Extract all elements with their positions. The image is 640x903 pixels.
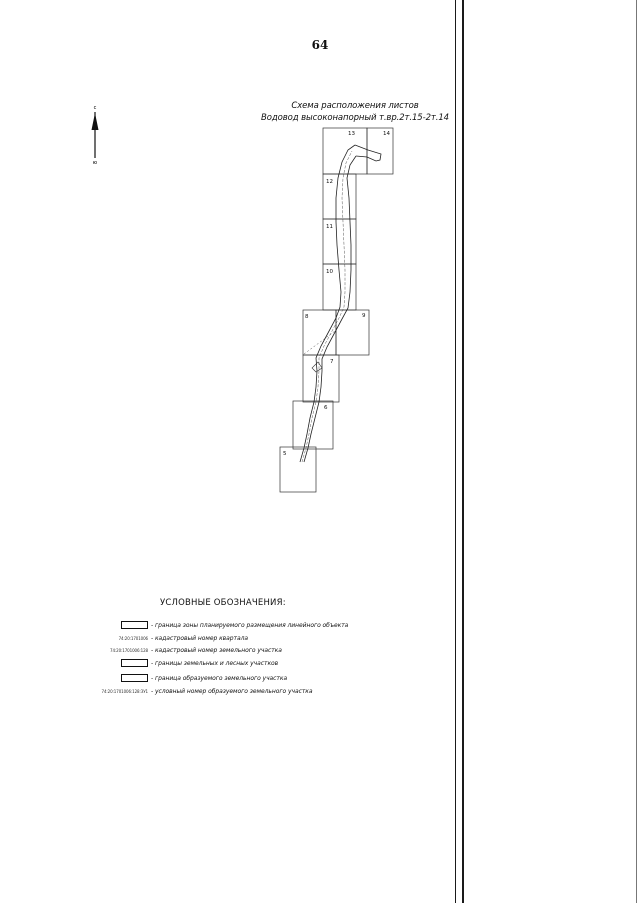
sheet-label-8: 8 [305,314,309,320]
pipeline-corridor [300,145,381,462]
sheet-label-9: 9 [362,313,366,319]
legend-heading: УСЛОВНЫЕ ОБОЗНАЧЕНИЯ: [160,598,286,608]
legend-item-parcel-number: 74:20:1701006:128 - кадастровый номер земельного участка [110,646,282,654]
north-arrow-label-top: с [93,105,97,111]
north-arrow-icon [92,105,99,166]
sheet-label-14: 14 [383,131,390,137]
legend-item-quarter-number: 74:20:1701006 - кадастровый номер квартала [118,634,249,642]
scan-edge-line-right [636,0,637,903]
legend-item-new-parcel-boundary: - граница образуемого земельного участка [121,672,287,684]
scan-edge-line-outer [462,0,464,903]
sheet-label-13: 13 [348,131,355,137]
scheme-title-line-1: Схема расположения листов [291,101,419,111]
north-arrow-label-bottom: ю [92,160,98,166]
pipeline-centerline [302,151,352,462]
sheet-7-outline [303,355,339,402]
legend-item-planned-zone: - граница зоны планируемого размещения линейного объекта [121,619,348,631]
legend-swatch-planned-zone [121,621,148,629]
legend-swatch-land-boundaries [121,659,148,667]
sheet-label-5: 5 [283,451,287,457]
sheet-label-12: 12 [326,179,333,185]
page-number: 64 [311,38,329,52]
legend-item-land-boundaries: - границы земельных и лесных участков [121,657,278,669]
sheet-label-11: 11 [326,224,333,230]
sheet-label-7: 7 [330,359,334,365]
sheet-label-10: 10 [326,269,333,275]
legend-swatch-new-parcel-boundary [121,674,148,682]
scan-edge-line-inner [455,0,456,903]
legend-item-new-parcel-number: 74:20:1701006:128:ЗУ1 - условный номер образуемого земельного участка [101,687,313,695]
sheet-label-6: 6 [324,405,328,411]
scheme-title-line-2: Водовод высоконапорный т.вр.2т.15-2т.14 [261,112,449,123]
